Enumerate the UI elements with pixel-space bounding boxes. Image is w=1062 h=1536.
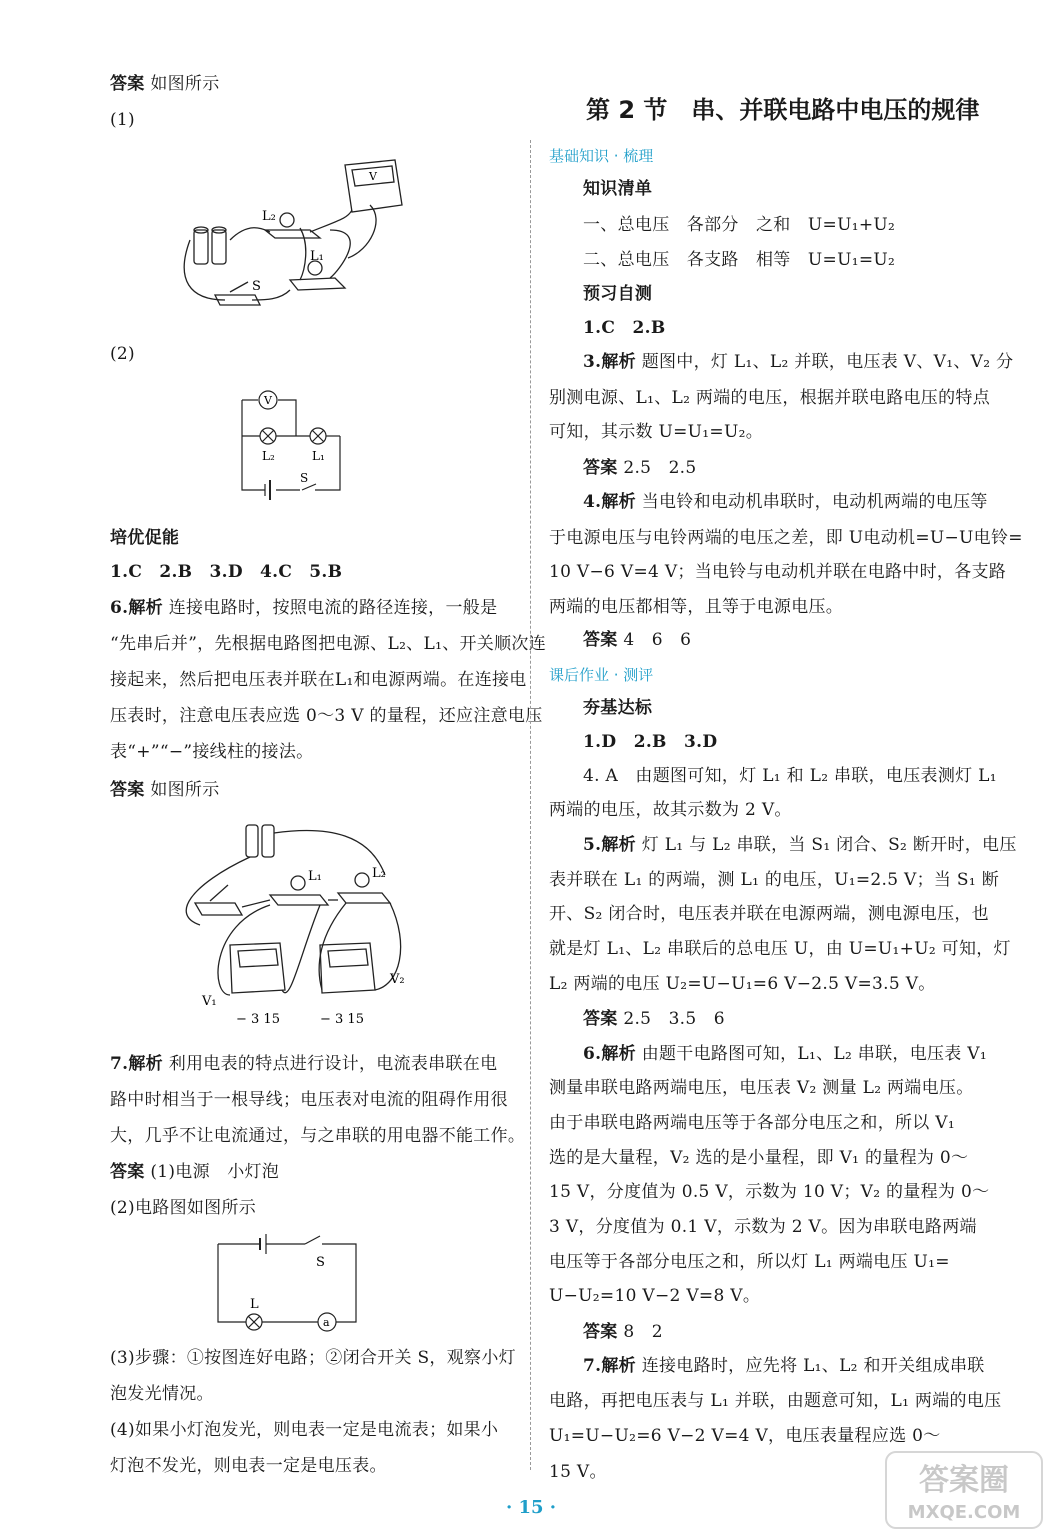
- q4b-text: 4. A 由题图可知，灯 L₁ 和 L₂ 串联，电压表测灯 L₁: [583, 766, 997, 786]
- q4-tag: 解析: [601, 492, 636, 512]
- answer-text: 2.5 3.5 6: [623, 1009, 725, 1029]
- q7-text: 15 V。: [549, 1462, 607, 1482]
- q7-text: 电路，再把电压表与 L₁ 并联，由题意可知，L₁ 两端的电压: [549, 1391, 1002, 1411]
- mc-answer-item: 4.C: [259, 562, 293, 582]
- q7-tag: 解析: [128, 1054, 163, 1074]
- figure-2-circuit-diagram: [230, 380, 350, 500]
- q3-text: 别测电源、L₁、L₂ 两端的电压，根据并联电路电压的特点: [549, 388, 991, 408]
- q6-text: U−U₂=10 V−2 V=8 V。: [549, 1286, 761, 1306]
- section-tag-homework: 课后作业 · 测评: [549, 666, 654, 684]
- answer-line-1: [110, 72, 220, 96]
- q6-number: 6.: [110, 598, 129, 618]
- answer-text: 2.5 2.5: [623, 458, 697, 478]
- q7-tag: 解析: [601, 1356, 636, 1376]
- fig3-l1-label: L₁: [308, 869, 322, 884]
- answer-label: 答案: [583, 1322, 618, 1342]
- fig2-s-label: S: [300, 471, 309, 485]
- mc-answer-item: 1.C: [110, 562, 143, 582]
- fig2-l2-label: L₂: [262, 449, 275, 463]
- q6-text: 由题干电路图可知，L₁、L₂ 串联，电压表 V₁: [641, 1044, 987, 1064]
- q7-text: 大，几乎不让电流通过，与之串联的用电器不能工作。: [110, 1126, 526, 1146]
- knowledge-line-1: 一、总电压 各部分 之和 U=U₁+U₂: [583, 215, 896, 235]
- q7-text: U₁=U−U₂=6 V−2 V=4 V，电压表量程应选 0～: [549, 1426, 941, 1446]
- q7-number: 7.: [110, 1054, 129, 1074]
- fig1-v-label: V: [369, 170, 377, 183]
- answer-label: 答案: [583, 1009, 618, 1029]
- answer-label: 答案: [110, 780, 145, 800]
- q5-text: L₂ 两端的电压 U₂=U−U₁=6 V−2.5 V=3.5 V。: [549, 974, 936, 994]
- column-divider: [530, 140, 531, 1470]
- q6-answer-line: [110, 778, 220, 802]
- fig3-v2-scale: − 3 15: [320, 1012, 364, 1027]
- answer-text: 8 2: [623, 1322, 663, 1342]
- q3-tag: 解析: [601, 352, 636, 372]
- q7-step: 泡发光情况。: [110, 1384, 214, 1404]
- q6-text: 15 V，分度值为 0.5 V，示数为 10 V；V₂ 的量程为 0～: [549, 1182, 990, 1202]
- answer-label: 答案: [583, 630, 618, 650]
- fig3-v1-scale: − 3 15: [236, 1012, 280, 1027]
- fig3-v2-label: V₂: [390, 972, 405, 987]
- mc-answer-item: 2.B: [159, 562, 193, 582]
- fig1-l2-label: L₂: [262, 209, 276, 224]
- chapter-title: 第 2 节 串、并联电路中电压的规律: [586, 96, 980, 124]
- section-title-peiyou: 培优促能: [110, 528, 180, 548]
- q3-text: 题图中，灯 L₁、L₂ 并联，电压表 V、V₁、V₂ 分: [641, 352, 1014, 372]
- q6-tag: 解析: [601, 1044, 636, 1064]
- q6-text: 由于串联电路两端电压等于各部分电压之和，所以 V₁: [549, 1113, 955, 1133]
- q5-text: 就是灯 L₁、L₂ 串联后的总电压 U，由 U=U₁+U₂ 可知，灯: [549, 939, 1011, 959]
- figure-label-1: (1): [110, 110, 135, 130]
- page-number: · 15 ·: [505, 1497, 557, 1518]
- fig4-ammeter-label: a: [323, 1316, 330, 1329]
- q7-answer-line: [110, 1160, 279, 1184]
- q4-number: 4.: [583, 492, 602, 512]
- q6-tag: 解析: [128, 598, 163, 618]
- fig1-l1-label: L₁: [310, 249, 324, 264]
- fig3-l2-label: L₂: [372, 866, 386, 881]
- section-tag-basic: 基础知识 · 梳理: [549, 147, 654, 165]
- rq3-line: [583, 350, 1013, 374]
- q6-text: 接起来，然后把电压表并联在L₁和电源两端。在连接电: [110, 670, 527, 690]
- q6-answer-line: [583, 1320, 663, 1344]
- q5-text: 开、S₂ 闭合时，电压表并联在电源两端，测电源电压，也: [549, 904, 989, 924]
- mc-answer-item: 3.D: [209, 562, 243, 582]
- answer-label: 答案: [110, 74, 145, 94]
- q5-text: 灯 L₁ 与 L₂ 串联，当 S₁ 闭合、S₂ 断开时，电压: [641, 835, 1017, 855]
- q7-text: 连接电路时，应先将 L₁、L₂ 和开关组成串联: [641, 1356, 985, 1376]
- q7-text: 利用电表的特点进行设计，电流表串联在电: [168, 1054, 498, 1074]
- knowledge-line-2: 二、总电压 各支路 相等 U=U₁=U₂: [583, 250, 896, 270]
- fig1-s-label: S: [252, 279, 261, 294]
- rq4-line: [583, 490, 988, 514]
- answer-text: (1)电源 小灯泡: [150, 1162, 280, 1182]
- q4-text: 10 V−6 V=4 V；当电铃与电动机并联在电路中时，各支路: [549, 562, 1007, 582]
- q7-number: 7.: [583, 1356, 602, 1376]
- q5-answer-line: [583, 1007, 725, 1031]
- q4-answer-line: [583, 628, 691, 652]
- q5-tag: 解析: [601, 835, 636, 855]
- subtitle-knowledge-list: 知识清单: [583, 179, 653, 199]
- q6-text: 3 V，分度值为 0.1 V，示数为 2 V。因为串联电路两端: [549, 1217, 977, 1237]
- answer-text: 如图所示: [150, 74, 220, 94]
- q7-text: 路中时相当于一根导线；电压表对电流的阻碍作用很: [110, 1090, 508, 1110]
- fig4-l-label: L: [250, 1297, 259, 1312]
- subtitle-basic-target: 夯基达标: [583, 698, 653, 718]
- figure-1-physical-circuit: [170, 150, 420, 320]
- q6-text: 测量串联电路两端电压，电压表 V₂ 测量 L₂ 两端电压。: [549, 1078, 974, 1098]
- mc-answer-item: 5.B: [309, 562, 343, 582]
- q7-step: 灯泡不发光，则电表一定是电压表。: [110, 1456, 387, 1476]
- rq7-line: [583, 1354, 985, 1378]
- figure-label-2: (2): [110, 344, 135, 364]
- q6-text: “先串后并”，先根据电路图把电源、L₂、L₁、开关顺次连: [110, 634, 546, 654]
- watermark-text: 答案圈: [919, 1463, 1009, 1498]
- figure-4-circuit-diagram: [210, 1234, 370, 1334]
- fig3-v1-label: V₁: [202, 994, 217, 1009]
- q6-number: 6.: [583, 1044, 602, 1064]
- q4-text: 当电铃和电动机串联时，电动机两端的电压等: [641, 492, 988, 512]
- q7-step: (3)步骤：①按图连好电路；②闭合开关 S，观察小灯: [110, 1348, 516, 1368]
- q6-text: 电压等于各部分电压之和，所以灯 L₁ 两端电压 U₁=: [549, 1252, 950, 1272]
- watermark-logo: [884, 1450, 1044, 1530]
- q3-answer-line: [583, 456, 697, 480]
- q4-text: 两端的电压都相等，且等于电源电压。: [549, 597, 844, 617]
- fig2-l1-label: L₁: [312, 449, 325, 463]
- mc-answers-line: [110, 560, 342, 584]
- q7-line: [110, 1052, 497, 1076]
- q3-number: 3.: [583, 352, 602, 372]
- q5-number: 5.: [583, 835, 602, 855]
- q6-text: 表“+”“−”接线柱的接法。: [110, 742, 314, 762]
- q6-text: 连接电路时，按照电流的路径连接，一般是: [168, 598, 498, 618]
- q3-text: 可知，其示数 U=U₁=U₂。: [549, 422, 764, 442]
- homework-answers: 1.D 2.B 3.D: [583, 732, 718, 752]
- rq6-line: [583, 1042, 987, 1066]
- q7-answer-2: (2)电路图如图所示: [110, 1198, 257, 1218]
- preview-answers: 1.C 2.B: [583, 318, 666, 338]
- q6-text: 压表时，注意电压表应选 0～3 V 的量程，还应注意电压: [110, 706, 543, 726]
- q5-text: 表并联在 L₁ 的两端，测 L₁ 的电压，U₁=2.5 V；当 S₁ 断: [549, 870, 999, 890]
- answer-label: 答案: [110, 1162, 145, 1182]
- subtitle-preview: 预习自测: [583, 284, 653, 304]
- q4-text: 于电源电压与电铃两端的电压之差，即 U电动机=U−U电铃=: [549, 528, 1023, 548]
- q6-text: 选的是大量程，V₂ 选的是小量程，即 V₁ 的量程为 0～: [549, 1148, 969, 1168]
- rq5-line: [583, 833, 1017, 857]
- fig4-s-label: S: [316, 1255, 325, 1270]
- figure-3-physical-circuit: [170, 815, 430, 1030]
- answer-text: 如图所示: [150, 780, 220, 800]
- q6-line: [110, 596, 497, 620]
- answer-text: 4 6 6: [623, 630, 692, 650]
- answer-label: 答案: [583, 458, 618, 478]
- q4b-text: 两端的电压，故其示数为 2 V。: [549, 800, 792, 820]
- q7-step: (4)如果小灯泡发光，则电表一定是电流表；如果小: [110, 1420, 499, 1440]
- watermark-sub: MXQE.COM: [907, 1502, 1021, 1523]
- fig2-v-label: V: [264, 394, 272, 407]
